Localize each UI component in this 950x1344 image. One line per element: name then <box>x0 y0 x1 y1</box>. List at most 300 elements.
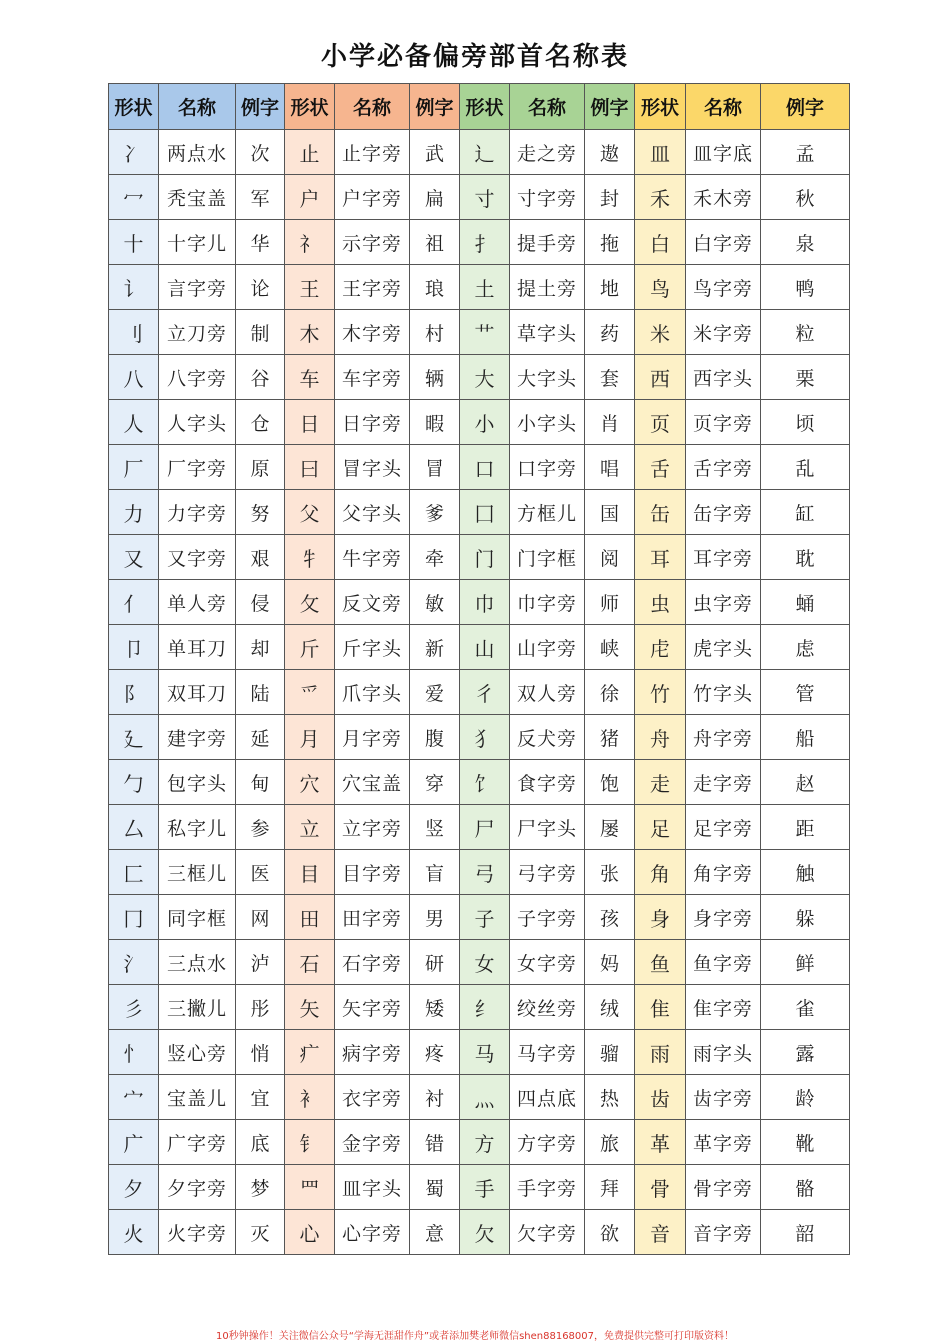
radical-example-cell: 敏 <box>410 580 460 625</box>
radical-shape-cell: 宀 <box>109 1075 159 1120</box>
radical-name-cell: 秃宝盖 <box>159 175 236 220</box>
radical-name-cell: 又字旁 <box>159 535 236 580</box>
radical-example-cell: 套 <box>585 355 635 400</box>
header-example: 例字 <box>761 84 850 130</box>
radical-example-cell: 军 <box>236 175 285 220</box>
radical-name-cell: 绞丝旁 <box>510 985 585 1030</box>
radical-example-cell: 参 <box>236 805 285 850</box>
radical-name-cell: 缶字旁 <box>686 490 761 535</box>
radical-example-cell: 努 <box>236 490 285 535</box>
radical-shape-cell: 皿 <box>635 130 686 175</box>
radical-shape-cell: 钅 <box>285 1120 335 1165</box>
radical-example-cell: 爹 <box>410 490 460 535</box>
radical-example-cell: 冒 <box>410 445 460 490</box>
radical-name-cell: 米字旁 <box>686 310 761 355</box>
radical-name-cell: 立字旁 <box>335 805 410 850</box>
radical-example-cell: 仓 <box>236 400 285 445</box>
radical-shape-cell: 矢 <box>285 985 335 1030</box>
radical-shape-cell: 缶 <box>635 490 686 535</box>
radical-shape-cell: 山 <box>460 625 510 670</box>
radical-shape-cell: 火 <box>109 1210 159 1255</box>
radical-name-cell: 田字旁 <box>335 895 410 940</box>
radical-example-cell: 绒 <box>585 985 635 1030</box>
radical-name-cell: 户字旁 <box>335 175 410 220</box>
radical-example-cell: 泸 <box>236 940 285 985</box>
radical-example-cell: 鲜 <box>761 940 850 985</box>
radical-example-cell: 虑 <box>761 625 850 670</box>
radical-shape-cell: 灬 <box>460 1075 510 1120</box>
radical-name-cell: 禾木旁 <box>686 175 761 220</box>
radical-example-cell: 粒 <box>761 310 850 355</box>
header-example: 例字 <box>236 84 285 130</box>
radical-example-cell: 韶 <box>761 1210 850 1255</box>
radical-name-cell: 竹字头 <box>686 670 761 715</box>
radical-example-cell: 地 <box>585 265 635 310</box>
radical-name-cell: 提土旁 <box>510 265 585 310</box>
radical-shape-cell: 鱼 <box>635 940 686 985</box>
radical-example-cell: 祖 <box>410 220 460 265</box>
radical-shape-cell: 阝 <box>109 670 159 715</box>
radical-example-cell: 却 <box>236 625 285 670</box>
header-shape: 形状 <box>285 84 335 130</box>
table-row <box>109 175 850 220</box>
radical-shape-cell: 王 <box>285 265 335 310</box>
table-row <box>109 1030 850 1075</box>
radical-example-cell: 谷 <box>236 355 285 400</box>
radical-name-cell: 木字旁 <box>335 310 410 355</box>
radical-shape-cell: 隹 <box>635 985 686 1030</box>
radical-shape-cell: 竹 <box>635 670 686 715</box>
radical-name-cell: 雨字头 <box>686 1030 761 1075</box>
radical-name-cell: 火字旁 <box>159 1210 236 1255</box>
radical-example-cell: 腹 <box>410 715 460 760</box>
radical-name-cell: 皿字头 <box>335 1165 410 1210</box>
radical-name-cell: 双耳刀 <box>159 670 236 715</box>
radical-shape-cell: 革 <box>635 1120 686 1165</box>
radical-name-cell: 尸字头 <box>510 805 585 850</box>
radical-name-cell: 牛字旁 <box>335 535 410 580</box>
radical-name-cell: 竖心旁 <box>159 1030 236 1075</box>
radical-shape-cell: 舌 <box>635 445 686 490</box>
radical-example-cell: 距 <box>761 805 850 850</box>
radical-name-cell: 目字旁 <box>335 850 410 895</box>
radical-example-cell: 陆 <box>236 670 285 715</box>
radical-example-cell: 猪 <box>585 715 635 760</box>
radical-example-cell: 悄 <box>236 1030 285 1075</box>
radical-name-cell: 方框儿 <box>510 490 585 535</box>
radical-example-cell: 拜 <box>585 1165 635 1210</box>
radical-shape-cell: 父 <box>285 490 335 535</box>
radical-shape-cell: 方 <box>460 1120 510 1165</box>
radical-shape-cell: 冖 <box>109 175 159 220</box>
radical-shape-cell: 衤 <box>285 1075 335 1120</box>
table-row <box>109 895 850 940</box>
radical-shape-cell: 攵 <box>285 580 335 625</box>
radical-shape-cell: 弓 <box>460 850 510 895</box>
radical-shape-cell: 罒 <box>285 1165 335 1210</box>
table-row <box>109 625 850 670</box>
radical-name-cell: 八字旁 <box>159 355 236 400</box>
radical-name-cell: 鸟字旁 <box>686 265 761 310</box>
radical-shape-cell: 疒 <box>285 1030 335 1075</box>
radical-shape-cell: 力 <box>109 490 159 535</box>
header-example: 例字 <box>585 84 635 130</box>
radical-name-cell: 提手旁 <box>510 220 585 265</box>
radical-shape-cell: 马 <box>460 1030 510 1075</box>
table-row <box>109 310 850 355</box>
radical-name-cell: 骨字旁 <box>686 1165 761 1210</box>
radical-example-cell: 管 <box>761 670 850 715</box>
radical-example-cell: 原 <box>236 445 285 490</box>
radical-name-cell: 示字旁 <box>335 220 410 265</box>
radical-example-cell: 遨 <box>585 130 635 175</box>
radical-shape-cell: 木 <box>285 310 335 355</box>
table-row <box>109 985 850 1030</box>
radical-shape-cell: 舟 <box>635 715 686 760</box>
radical-shape-cell: 爫 <box>285 670 335 715</box>
table-row <box>109 940 850 985</box>
radical-example-cell: 拖 <box>585 220 635 265</box>
radical-example-cell: 蜀 <box>410 1165 460 1210</box>
radical-name-cell: 人字头 <box>159 400 236 445</box>
radical-name-cell: 冒字头 <box>335 445 410 490</box>
table-row <box>109 760 850 805</box>
table-row <box>109 1120 850 1165</box>
radical-name-cell: 革字旁 <box>686 1120 761 1165</box>
radical-name-cell: 宝盖儿 <box>159 1075 236 1120</box>
table-row <box>109 580 850 625</box>
radical-shape-cell: 音 <box>635 1210 686 1255</box>
radical-shape-cell: 广 <box>109 1120 159 1165</box>
radical-example-cell: 饱 <box>585 760 635 805</box>
radical-shape-cell: 彡 <box>109 985 159 1030</box>
radical-name-cell: 寸字旁 <box>510 175 585 220</box>
radical-example-cell: 意 <box>410 1210 460 1255</box>
radical-shape-cell: 白 <box>635 220 686 265</box>
radical-name-cell: 石字旁 <box>335 940 410 985</box>
header-name: 名称 <box>335 84 410 130</box>
radical-shape-cell: 夕 <box>109 1165 159 1210</box>
radical-name-cell: 鱼字旁 <box>686 940 761 985</box>
radical-shape-cell: 氵 <box>109 940 159 985</box>
radical-shape-cell: 口 <box>460 445 510 490</box>
radical-name-cell: 角字旁 <box>686 850 761 895</box>
radical-example-cell: 次 <box>236 130 285 175</box>
radical-shape-cell: 斤 <box>285 625 335 670</box>
radical-name-cell: 日字旁 <box>335 400 410 445</box>
radical-name-cell: 大字头 <box>510 355 585 400</box>
radical-name-cell: 西字头 <box>686 355 761 400</box>
radical-name-cell: 厂字旁 <box>159 445 236 490</box>
radical-shape-cell: 匚 <box>109 850 159 895</box>
radical-shape-cell: 辶 <box>460 130 510 175</box>
radical-example-cell: 竖 <box>410 805 460 850</box>
table-row <box>109 670 850 715</box>
radical-name-cell: 舌字旁 <box>686 445 761 490</box>
radical-shape-cell: 虫 <box>635 580 686 625</box>
radical-example-cell: 乱 <box>761 445 850 490</box>
radical-name-cell: 走之旁 <box>510 130 585 175</box>
radical-example-cell: 爱 <box>410 670 460 715</box>
radical-example-cell: 错 <box>410 1120 460 1165</box>
radical-name-cell: 足字旁 <box>686 805 761 850</box>
radical-name-cell: 三撇儿 <box>159 985 236 1030</box>
radical-example-cell: 扁 <box>410 175 460 220</box>
radical-shape-cell: 心 <box>285 1210 335 1255</box>
radical-name-cell: 三点水 <box>159 940 236 985</box>
radical-name-cell: 舟字旁 <box>686 715 761 760</box>
radical-name-cell: 隹字旁 <box>686 985 761 1030</box>
radical-shape-cell: 厶 <box>109 805 159 850</box>
radical-example-cell: 鸭 <box>761 265 850 310</box>
radical-example-cell: 骼 <box>761 1165 850 1210</box>
radical-name-cell: 欠字旁 <box>510 1210 585 1255</box>
radical-name-cell: 十字儿 <box>159 220 236 265</box>
radical-name-cell: 双人旁 <box>510 670 585 715</box>
radical-example-cell: 骝 <box>585 1030 635 1075</box>
radical-example-cell: 矮 <box>410 985 460 1030</box>
radical-shape-cell: 卩 <box>109 625 159 670</box>
table-body <box>109 130 850 1255</box>
header-example: 例字 <box>410 84 460 130</box>
radical-example-cell: 肖 <box>585 400 635 445</box>
radical-name-cell: 包字头 <box>159 760 236 805</box>
radical-example-cell: 药 <box>585 310 635 355</box>
radical-shape-cell: 角 <box>635 850 686 895</box>
radical-name-cell: 立刀旁 <box>159 310 236 355</box>
radical-example-cell: 师 <box>585 580 635 625</box>
radical-example-cell: 旅 <box>585 1120 635 1165</box>
table-row <box>109 1165 850 1210</box>
radical-example-cell: 男 <box>410 895 460 940</box>
table-row <box>109 130 850 175</box>
radical-shape-cell: 讠 <box>109 265 159 310</box>
radical-shape-cell: 纟 <box>460 985 510 1030</box>
table-row <box>109 400 850 445</box>
radical-example-cell: 琅 <box>410 265 460 310</box>
radical-example-cell: 艰 <box>236 535 285 580</box>
radical-example-cell: 武 <box>410 130 460 175</box>
radical-shape-cell: 车 <box>285 355 335 400</box>
radical-example-cell: 雀 <box>761 985 850 1030</box>
radical-example-cell: 热 <box>585 1075 635 1120</box>
radical-name-cell: 手字旁 <box>510 1165 585 1210</box>
radical-example-cell: 欲 <box>585 1210 635 1255</box>
radical-shape-cell: 尸 <box>460 805 510 850</box>
radical-example-cell: 灭 <box>236 1210 285 1255</box>
radical-shape-cell: 立 <box>285 805 335 850</box>
radical-example-cell: 疼 <box>410 1030 460 1075</box>
radical-name-cell: 白字旁 <box>686 220 761 265</box>
radical-example-cell: 牵 <box>410 535 460 580</box>
radical-table <box>108 83 850 1255</box>
radical-name-cell: 音字旁 <box>686 1210 761 1255</box>
radical-example-cell: 彤 <box>236 985 285 1030</box>
radical-name-cell: 车字旁 <box>335 355 410 400</box>
radical-example-cell: 泉 <box>761 220 850 265</box>
header-shape: 形状 <box>460 84 510 130</box>
radical-name-cell: 私字儿 <box>159 805 236 850</box>
radical-name-cell: 四点底 <box>510 1075 585 1120</box>
radical-example-cell: 暇 <box>410 400 460 445</box>
header-shape: 形状 <box>109 84 159 130</box>
radical-shape-cell: 艹 <box>460 310 510 355</box>
radical-name-cell: 心字旁 <box>335 1210 410 1255</box>
radical-shape-cell: 冂 <box>109 895 159 940</box>
radical-name-cell: 单人旁 <box>159 580 236 625</box>
radical-shape-cell: 厂 <box>109 445 159 490</box>
radical-name-cell: 言字旁 <box>159 265 236 310</box>
radical-example-cell: 宜 <box>236 1075 285 1120</box>
radical-name-cell: 页字旁 <box>686 400 761 445</box>
radical-shape-cell: 寸 <box>460 175 510 220</box>
radical-example-cell: 阅 <box>585 535 635 580</box>
radical-name-cell: 虫字旁 <box>686 580 761 625</box>
radical-name-cell: 走字旁 <box>686 760 761 805</box>
radical-example-cell: 赵 <box>761 760 850 805</box>
radical-shape-cell: 曰 <box>285 445 335 490</box>
radical-example-cell: 靴 <box>761 1120 850 1165</box>
radical-name-cell: 父字头 <box>335 490 410 535</box>
radical-name-cell: 门字框 <box>510 535 585 580</box>
radical-shape-cell: 彳 <box>460 670 510 715</box>
radical-shape-cell: 走 <box>635 760 686 805</box>
radical-shape-cell: 十 <box>109 220 159 265</box>
table-row <box>109 265 850 310</box>
radical-example-cell: 侵 <box>236 580 285 625</box>
radical-example-cell: 顷 <box>761 400 850 445</box>
radical-name-cell: 虎字头 <box>686 625 761 670</box>
radical-name-cell: 小字头 <box>510 400 585 445</box>
header-name: 名称 <box>510 84 585 130</box>
radical-name-cell: 止字旁 <box>335 130 410 175</box>
table-header-row <box>109 84 850 130</box>
header-shape: 形状 <box>635 84 686 130</box>
radical-example-cell: 盲 <box>410 850 460 895</box>
radical-example-cell: 张 <box>585 850 635 895</box>
radical-name-cell: 两点水 <box>159 130 236 175</box>
table-row <box>109 535 850 580</box>
radical-name-cell: 单耳刀 <box>159 625 236 670</box>
radical-example-cell: 医 <box>236 850 285 895</box>
radical-example-cell: 露 <box>761 1030 850 1075</box>
radical-name-cell: 反文旁 <box>335 580 410 625</box>
table-row <box>109 355 850 400</box>
radical-shape-cell: 户 <box>285 175 335 220</box>
radical-name-cell: 衣字旁 <box>335 1075 410 1120</box>
radical-example-cell: 峡 <box>585 625 635 670</box>
footer-notice: 10秒钟操作！关注微信公众号“学海无涯甜作舟”或者添加樊老师微信shen88168007，免费提供完整可打印版资料！ <box>215 1331 735 1342</box>
radical-example-cell: 徐 <box>585 670 635 715</box>
radical-shape-cell: 女 <box>460 940 510 985</box>
radical-example-cell: 论 <box>236 265 285 310</box>
table-row <box>109 490 850 535</box>
radical-example-cell: 触 <box>761 850 850 895</box>
page-title: 小学必备偏旁部首名称表 <box>320 42 629 72</box>
radical-example-cell: 村 <box>410 310 460 355</box>
radical-shape-cell: 子 <box>460 895 510 940</box>
radical-shape-cell: 礻 <box>285 220 335 265</box>
table-row <box>109 445 850 490</box>
radical-shape-cell: 牜 <box>285 535 335 580</box>
radical-example-cell: 孩 <box>585 895 635 940</box>
radical-example-cell: 网 <box>236 895 285 940</box>
radical-example-cell: 妈 <box>585 940 635 985</box>
radical-shape-cell: 骨 <box>635 1165 686 1210</box>
radical-name-cell: 食字旁 <box>510 760 585 805</box>
radical-name-cell: 草字头 <box>510 310 585 355</box>
radical-shape-cell: 忄 <box>109 1030 159 1075</box>
table-row <box>109 715 850 760</box>
radical-shape-cell: 月 <box>285 715 335 760</box>
radical-name-cell: 金字旁 <box>335 1120 410 1165</box>
radical-shape-cell: 刂 <box>109 310 159 355</box>
radical-shape-cell: 虍 <box>635 625 686 670</box>
radical-example-cell: 辆 <box>410 355 460 400</box>
table-row <box>109 220 850 265</box>
radical-example-cell: 衬 <box>410 1075 460 1120</box>
radical-example-cell: 秋 <box>761 175 850 220</box>
radical-shape-cell: 页 <box>635 400 686 445</box>
radical-shape-cell: 齿 <box>635 1075 686 1120</box>
table-row <box>109 1075 850 1120</box>
radical-shape-cell: 足 <box>635 805 686 850</box>
radical-example-cell: 龄 <box>761 1075 850 1120</box>
radical-example-cell: 华 <box>236 220 285 265</box>
radical-example-cell: 封 <box>585 175 635 220</box>
radical-shape-cell: 扌 <box>460 220 510 265</box>
radical-name-cell: 马字旁 <box>510 1030 585 1075</box>
radical-name-cell: 矢字旁 <box>335 985 410 1030</box>
radical-example-cell: 穿 <box>410 760 460 805</box>
radical-example-cell: 孟 <box>761 130 850 175</box>
radical-name-cell: 建字旁 <box>159 715 236 760</box>
radical-shape-cell: 身 <box>635 895 686 940</box>
radical-shape-cell: 穴 <box>285 760 335 805</box>
table-row <box>109 805 850 850</box>
radical-name-cell: 子字旁 <box>510 895 585 940</box>
radical-shape-cell: 八 <box>109 355 159 400</box>
radical-example-cell: 屡 <box>585 805 635 850</box>
radical-shape-cell: 日 <box>285 400 335 445</box>
radical-name-cell: 三框儿 <box>159 850 236 895</box>
radical-example-cell: 新 <box>410 625 460 670</box>
radical-shape-cell: 巾 <box>460 580 510 625</box>
radical-shape-cell: 亻 <box>109 580 159 625</box>
radical-shape-cell: 人 <box>109 400 159 445</box>
radical-name-cell: 齿字旁 <box>686 1075 761 1120</box>
radical-shape-cell: 耳 <box>635 535 686 580</box>
radical-shape-cell: 又 <box>109 535 159 580</box>
radical-name-cell: 月字旁 <box>335 715 410 760</box>
radical-example-cell: 制 <box>236 310 285 355</box>
radical-shape-cell: 勹 <box>109 760 159 805</box>
radical-example-cell: 缸 <box>761 490 850 535</box>
radical-shape-cell: 大 <box>460 355 510 400</box>
radical-shape-cell: 米 <box>635 310 686 355</box>
radical-name-cell: 巾字旁 <box>510 580 585 625</box>
radical-example-cell: 国 <box>585 490 635 535</box>
radical-shape-cell: 土 <box>460 265 510 310</box>
radical-shape-cell: 禾 <box>635 175 686 220</box>
radical-name-cell: 反犬旁 <box>510 715 585 760</box>
header-name: 名称 <box>686 84 761 130</box>
radical-shape-cell: 手 <box>460 1165 510 1210</box>
radical-example-cell: 延 <box>236 715 285 760</box>
radical-name-cell: 同字框 <box>159 895 236 940</box>
table-row <box>109 850 850 895</box>
radical-shape-cell: 廴 <box>109 715 159 760</box>
